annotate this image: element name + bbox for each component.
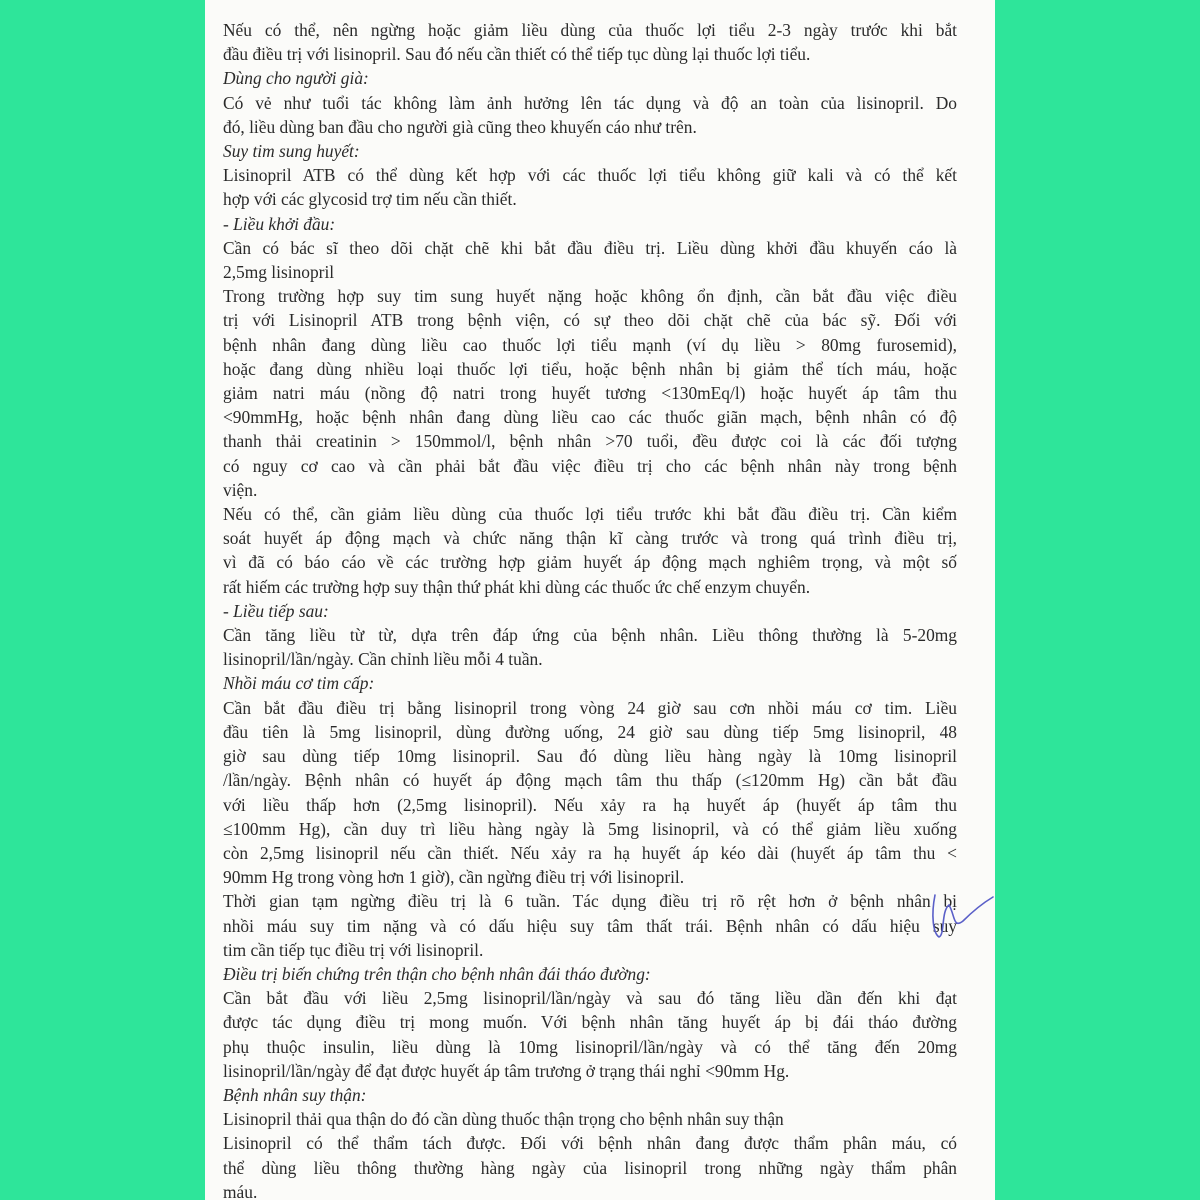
text-line: 90mm Hg trong vòng hơn 1 giờ), cần ngừng điều trị với lisinopril. xyxy=(223,867,685,888)
text-line: vì đã có báo cáo về các trường hợp giảm huyết áp động mạch nghiêm trọng, và một số xyxy=(223,552,957,573)
text-line: có nguy cơ cao và cần phải bắt đầu việc điều trị cho các bệnh nhân này trong bệnh xyxy=(223,455,957,476)
text-line: lisinopril/lần/ngày để đạt được huyết áp tâm trương ở trạng thái nghỉ <90mm Hg. xyxy=(223,1060,790,1081)
section-heading: Suy tim sung huyết: xyxy=(223,141,360,162)
document-text xyxy=(223,18,957,1200)
text-line: nhồi máu suy tim nặng và có dấu hiệu suy tâm thất trái. Bệnh nhân có dấu hiệu suy xyxy=(223,915,957,936)
signature-mark xyxy=(905,875,995,955)
text-line: đầu điều trị với lisinopril. Sau đó nếu cần thiết có thể tiếp tục dùng lại thuốc lợi tiểu. xyxy=(223,44,811,65)
text-line: thể dùng liều thông thường hàng ngày của lisinopril trong những ngày thẩm phân xyxy=(223,1157,957,1178)
text-line: hoặc đang dùng nhiều loại thuốc lợi tiểu, hoặc bệnh nhân bị giảm thể tích máu, hoặc xyxy=(223,358,957,379)
text-line: giờ sau dùng tiếp 10mg lisinopril. Sau đó dùng liều hàng ngày là 10mg lisinopril xyxy=(223,746,957,767)
document-page xyxy=(205,0,995,1200)
text-line: Thời gian tạm ngừng điều trị là 6 tuần. Tác dụng điều trị rõ rệt hơn ở bệnh nhân bị xyxy=(223,891,957,912)
section-heading: Điều trị biến chứng trên thận cho bệnh nhân đái tháo đường: xyxy=(223,963,651,984)
text-line: ≤100mm Hg), cần duy trì liều hàng ngày là 5mg lisinopril, và có thể giảm liều xuống xyxy=(223,818,957,839)
section-heading: - Liều khởi đầu: xyxy=(223,213,336,234)
text-line: còn 2,5mg lisinopril nếu cần thiết. Nếu xảy ra hạ huyết áp kéo dài (huyết áp tâm thu < xyxy=(223,842,957,863)
text-line: bệnh nhân đang dùng liều cao thuốc lợi tiểu mạnh (ví dụ liều > 80mg furosemid), xyxy=(223,334,957,355)
section-heading: Nhồi máu cơ tim cấp: xyxy=(223,673,375,694)
text-line: đầu tiên là 5mg lisinopril, dùng đường uống, 24 giờ sau dùng tiếp 5mg lisinopril, 48 xyxy=(223,721,957,742)
text-line: <90mmHg, hoặc bệnh nhân đang dùng liều cao các thuốc giãn mạch, bệnh nhân có độ xyxy=(223,407,957,428)
text-line: viện. xyxy=(223,479,258,500)
text-line: Cần bắt đầu với liều 2,5mg lisinopril/lần/ngày và sau đó tăng liều dần đến khi đạt xyxy=(223,988,957,1009)
text-line: máu. xyxy=(223,1181,258,1200)
text-line: đó, liều dùng ban đầu cho người già cũng theo khuyến cáo như trên. xyxy=(223,116,697,137)
section-heading: Bệnh nhân suy thận: xyxy=(223,1084,367,1105)
text-line: với liều thấp hơn (2,5mg lisinopril). Nếu xảy ra hạ huyết áp (huyết áp tâm thu xyxy=(223,794,957,815)
text-line: Lisinopril ATB có thể dùng kết hợp với các thuốc lợi tiểu không giữ kali và có thể kết xyxy=(223,165,957,186)
text-line: hợp với các glycosid trợ tim nếu cần thiết. xyxy=(223,189,517,210)
text-line: lisinopril/lần/ngày. Cần chỉnh liều mỗi 4 tuần. xyxy=(223,649,543,670)
text-line: 2,5mg lisinopril xyxy=(223,262,335,283)
text-line: tim cần tiếp tục điều trị với lisinopril. xyxy=(223,939,484,960)
text-line: soát huyết áp động mạch và chức năng thận kĩ càng trước và trong quá trình điều trị, xyxy=(223,528,957,549)
text-line: trị với Lisinopril ATB trong bệnh viện, có sự theo dõi chặt chẽ của bác sỹ. Đối với xyxy=(223,310,957,331)
text-line: giảm natri máu (nồng độ natri trong huyết tương <130mEq/l) hoặc huyết áp tâm thu xyxy=(223,383,957,404)
text-line: Lisinopril thải qua thận do đó cần dùng thuốc thận trọng cho bệnh nhân suy thận xyxy=(223,1109,784,1130)
section-heading: Dùng cho người già: xyxy=(223,68,369,89)
section-heading: - Liều tiếp sau: xyxy=(223,600,329,621)
text-line: thanh thải creatinin > 150mmol/l, bệnh nhân >70 tuổi, đều được coi là các đối tượng xyxy=(223,431,957,452)
text-line: Nếu có thể, nên ngừng hoặc giảm liều dùng của thuốc lợi tiểu 2-3 ngày trước khi bắt xyxy=(223,20,957,40)
text-line: Lisinopril có thể thẩm tách được. Đối với bệnh nhân đang được thẩm phân máu, có xyxy=(223,1133,957,1154)
text-line: rất hiếm các trường hợp suy thận thứ phát khi dùng các thuốc ức chế enzym chuyển. xyxy=(223,576,811,597)
text-line: Trong trường hợp suy tim sung huyết nặng hoặc không ổn định, cần bắt đầu việc điều xyxy=(223,286,957,307)
text-line: được tác dụng điều trị mong muốn. Với bệnh nhân tăng huyết áp bị đái tháo đường xyxy=(223,1012,957,1033)
text-line: Có vẻ như tuổi tác không làm ảnh hưởng lên tác dụng và độ an toàn của lisinopril. Do xyxy=(223,92,957,113)
text-line: Nếu có thể, cần giảm liều dùng của thuốc lợi tiểu trước khi bắt đầu điều trị. Cần kiểm xyxy=(223,504,957,525)
text-line: Cần tăng liều từ từ, dựa trên đáp ứng của bệnh nhân. Liều thông thường là 5-20mg xyxy=(223,625,957,646)
text-line: Cần bắt đầu điều trị bằng lisinopril trong vòng 24 giờ sau cơn nhồi máu cơ tim. Liều xyxy=(223,697,957,718)
text-line: /lần/ngày. Bệnh nhân có huyết áp động mạch tâm thu thấp (≤120mm Hg) cần bắt đầu xyxy=(223,770,957,791)
text-line: phụ thuộc insulin, liều dùng là 10mg lisinopril/lần/ngày và có thể tăng đến 20mg xyxy=(223,1036,957,1057)
text-line: Cần có bác sĩ theo dõi chặt chẽ khi bắt đầu điều trị. Liều dùng khởi đầu khuyến cáo là xyxy=(223,237,957,258)
